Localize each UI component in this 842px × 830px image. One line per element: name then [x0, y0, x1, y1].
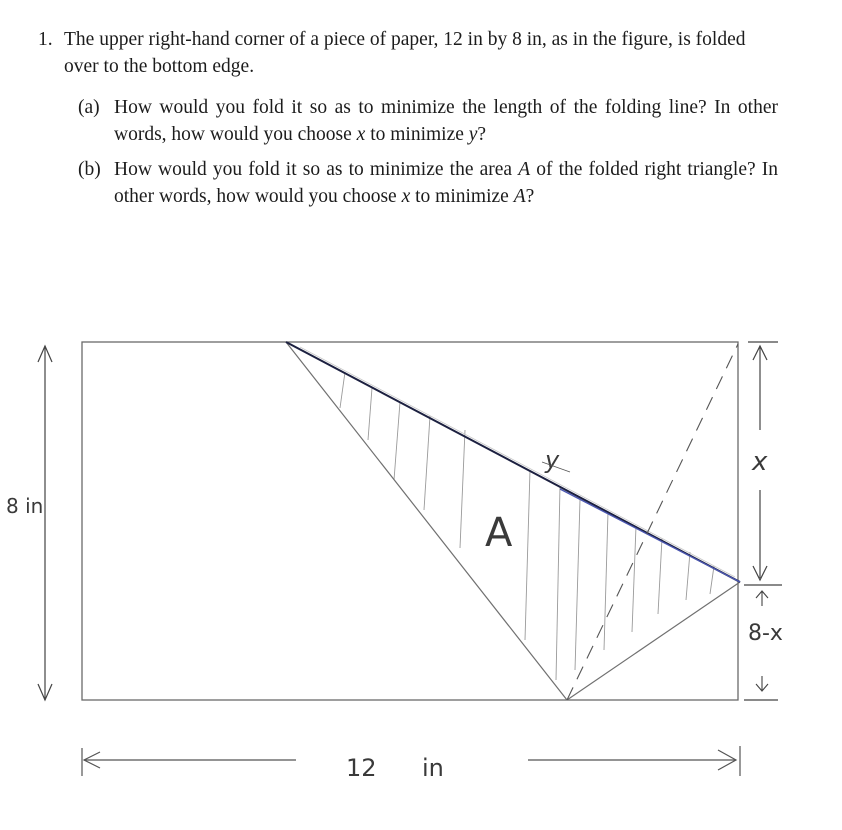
problem-number: 1. [38, 29, 53, 50]
x-label: x [752, 447, 768, 477]
fold-line-y [286, 342, 740, 582]
part-a-text: How would you fold it so as to minimize the length of the folding line? In other words, how would you choose x to minimize y? [114, 97, 778, 145]
height-label: 8 in [6, 494, 44, 518]
remainder-arrow-top [756, 591, 768, 606]
part-a-label: (a) [78, 97, 100, 118]
remainder-label: 8-x [748, 621, 783, 646]
dashed-crease [567, 344, 738, 700]
part-b-label: (b) [78, 159, 101, 180]
problem-stem: The upper right-hand corner of a piece of paper, 12 in by 8 in, as in the figure, is folded over to the bottom edge. [64, 29, 746, 77]
fold-line-highlight [560, 489, 740, 582]
width-label-unit: in [422, 754, 444, 782]
paper-rectangle [82, 342, 738, 700]
area-label: A [485, 510, 513, 556]
part-b-text: How would you fold it so as to minimize the area A of the folded right triangle? In other words, how would you choose x to minimize A? [114, 159, 779, 207]
remainder-arrow-bottom [756, 676, 768, 691]
folded-corner-edge [567, 582, 740, 700]
faint-pencil-line [300, 347, 735, 577]
fold-line-label: y [545, 446, 560, 474]
triangle-left-edge [286, 342, 567, 700]
width-label-number: 12 [346, 754, 377, 782]
area-hatching [340, 372, 714, 680]
